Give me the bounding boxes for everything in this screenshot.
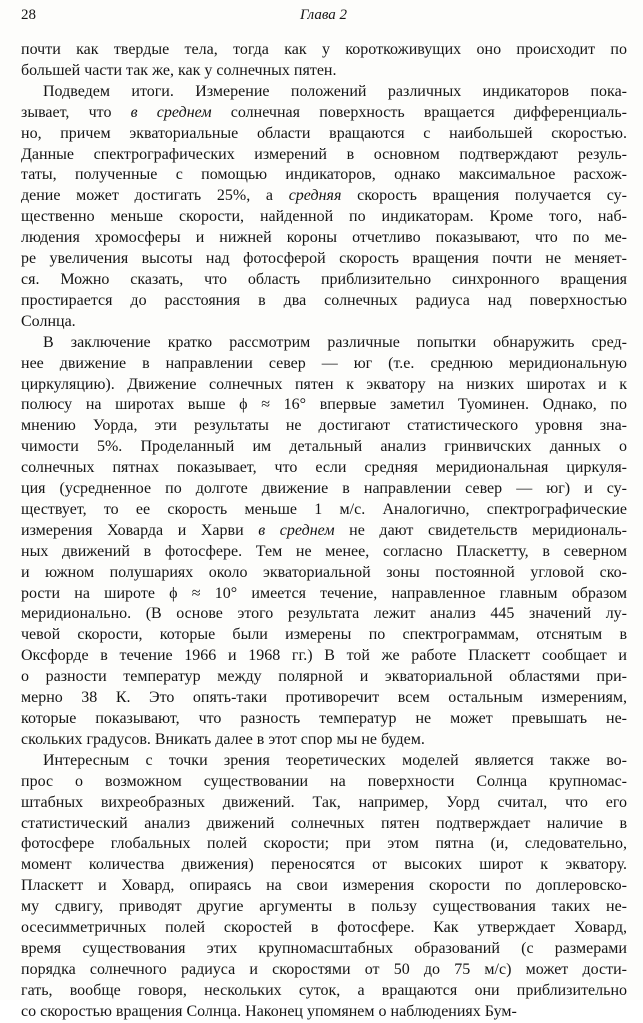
text-line: Подведем итоги. Измерение положений различных индикаторов пока-: [43, 82, 627, 100]
text-line: прос о возможном существовании на поверхности Солнца крупномас-: [21, 772, 627, 790]
text-line: ся. Можно сказать, что область приблизительно синхронного вращения: [21, 270, 627, 288]
text-line: Солнца.: [21, 312, 76, 330]
text-line: время существования этих крупномасштабных образований (с размерами: [21, 939, 627, 957]
text-line: штабных вихреобразных движений. Так, например, Уорд считал, что его: [21, 793, 627, 811]
text-line: осесимметричных полей скоростей в фотосфере. Как утверждает Ховард,: [21, 919, 627, 937]
text-line: статистический анализ движений солнечных пятен подтверждает наличие в: [21, 814, 627, 832]
page-header: [21, 5, 626, 27]
paragraph: [21, 751, 627, 1023]
text-line: но, причем экваториальные области вращаются с наибольшей скоростью.: [21, 124, 627, 142]
text-line: скольких градусов. Вникать далее в этот спор мы не будем.: [21, 730, 425, 748]
text-line: простирается до расстояния в два солнечных радиуса над поверхностью: [21, 291, 627, 309]
text-line: мнению Уорда, эти результаты не достигают статистического уровня зна-: [21, 417, 627, 435]
text-line: му сдвигу, приводят другие аргументы в пользу существования таких не-: [21, 898, 627, 916]
text-line: зывает, что в среднем солнечная поверхность вращается дифференциаль-: [21, 103, 627, 121]
text-line: солнечных пятнах показывает, что если средняя меридиональная циркуля-: [21, 459, 627, 477]
text-line: чимости 5%. Проделанный им детальный анализ гринвичских данных о: [21, 438, 627, 456]
text-line: измерения Ховарда и Харви в среднем не дают свидетельств меридиональ-: [21, 521, 627, 539]
text-line: щественно меньше скорости, найденной по индикаторам. Кроме того, наб-: [21, 208, 627, 226]
body-text: [21, 40, 627, 1023]
text-line: Оксфорде в течение 1966 и 1968 гг.) В той же работе Пласкетт сообщает и: [21, 647, 627, 665]
text-line: Интересным с точки зрения теоретических моделей является также во-: [43, 751, 627, 769]
text-line: и южном полушариях около экваториальной зоны постоянной угловой ско-: [21, 563, 627, 581]
text-line: ция (усредненное по долготе движение в направлении север — юг) и су-: [21, 480, 627, 498]
text-line: меридионально. (В основе этого результата лежит анализ 445 значений лу-: [21, 605, 627, 623]
text-line: ре увеличения высоты над фотосферой скорость вращения почти не меняет-: [21, 250, 627, 268]
text-line: людения хромосферы и нижней короны отчетливо показывают, что по ме-: [21, 229, 627, 247]
text-line: почти как твердые тела, тогда как у короткоживущих оно происходит по: [21, 41, 627, 58]
text-line: которые показывают, что разность температур не может превышать не-: [21, 710, 627, 727]
text-line: рости на широте ϕ ≈ 10° имеется течение, направленное главным образом: [21, 584, 627, 602]
text-line: со скоростью вращения Солнца. Наконец упомянем о наблюдениях Бум-: [21, 1002, 517, 1020]
text-line: ществует, то ее скорость меньше 1 м/с. Аналогично, спектрографические: [21, 500, 627, 518]
text-line: чевой скорости, которые были измерены по спектрограммам, отснятым в: [21, 626, 627, 644]
text-line: Пласкетт и Ховард, опираясь на свои измерения скорости по доплеровско-: [21, 877, 627, 895]
text-line: таты, полученные с помощью индикаторов, однако максимальное расхож-: [21, 166, 627, 184]
text-line: Данные спектрографических измерений в основном подтверждают резуль-: [21, 145, 627, 163]
text-line: о разности температур между полярной и экваториальной областями при-: [21, 668, 627, 686]
page-number: 28: [21, 7, 36, 23]
text-line: мерно 38 К. Это опять-таки противоречит всем остальным измерениям,: [21, 689, 627, 707]
text-line: нее движение в направлении север — юг (т.е. среднюю меридиональную: [21, 354, 627, 372]
text-line: циркуляцию). Движение солнечных пятен к экватору на низких широтах и к: [21, 375, 627, 393]
text-line: дение может достигать 25%, а средняя скорость вращения получается су-: [21, 187, 627, 205]
text-line: момент количества движения) переносятся от высоких широт к экватору.: [21, 856, 627, 874]
chapter-running-title: Глава 2: [299, 7, 348, 23]
text-line: В заключение кратко рассмотрим различные попытки обнаружить сред-: [43, 333, 627, 351]
text-line: порядка солнечного радиуса и скоростями от 50 до 75 м/с) может дости-: [21, 960, 627, 978]
text-line: гать, вообще говоря, нескольких суток, а вращаются они приблизительно: [21, 981, 627, 999]
text-line: фотосфере глобальных полей скорости; при этом пятна (и, следовательно,: [21, 835, 627, 853]
paragraph: [21, 40, 627, 82]
text-line: ных движений в фотосфере. Тем не менее, согласно Пласкетту, в северном: [21, 542, 627, 560]
text-line: полюсу на широтах выше ϕ ≈ 16° впервые заметил Туоминен. Однако, по: [21, 396, 627, 414]
text-line: большей части так же, как у солнечных пятен.: [21, 61, 337, 79]
paragraph: [21, 82, 627, 333]
paragraph: [21, 333, 627, 751]
